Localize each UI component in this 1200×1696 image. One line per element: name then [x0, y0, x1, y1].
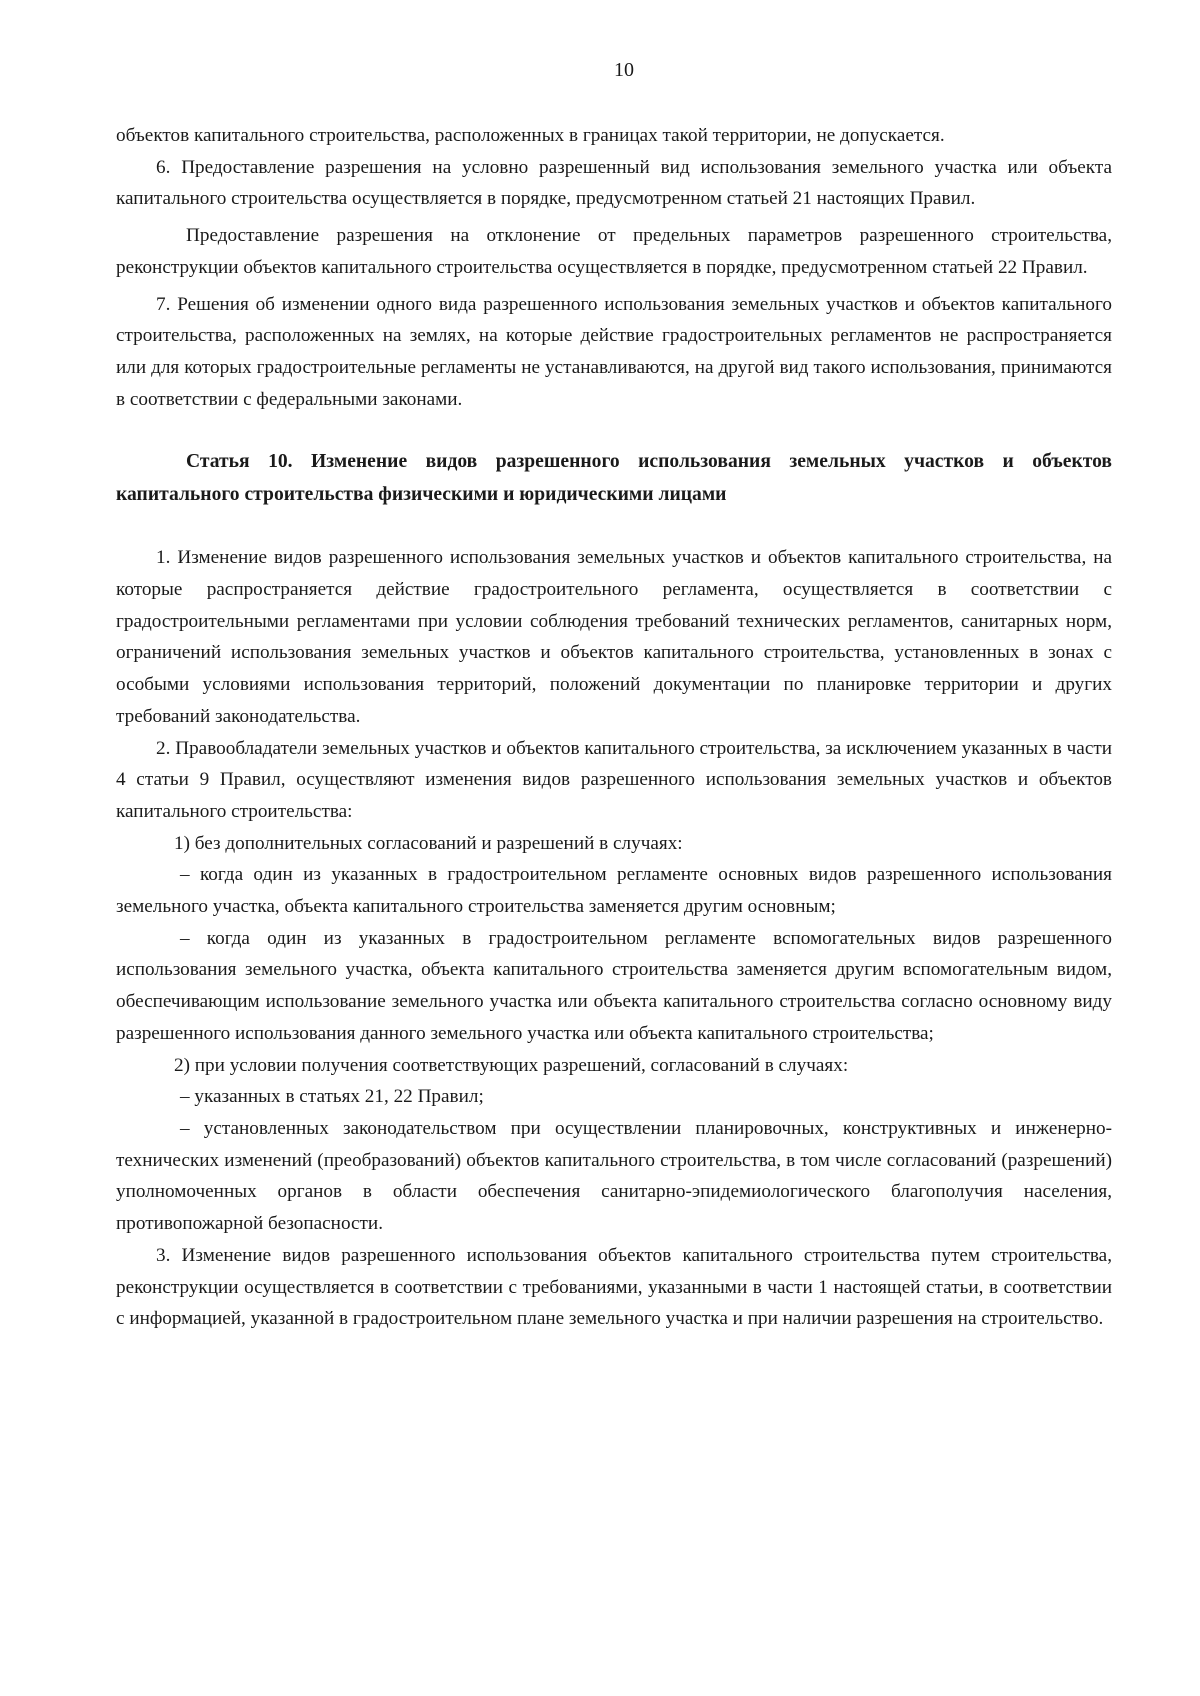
article-10-heading: Статья 10. Изменение видов разрешенного использования земельных участков и объектов капитального строительства физическими и юридическими лицами [116, 451, 1112, 506]
dash-item-articles: – указанных в статьях 21, 22 Правил; [180, 1086, 484, 1108]
paragraph-continuation: объектов капитального строительства, расположенных в границах такой территории, не допускается. [116, 125, 945, 146]
paragraph-article-item-3: 3. Изменение видов разрешенного использования объектов капитального строительства путем строительства, реконструкции осуществляется в соответствии с требованиями, указанными в части 1 настоящей статьи, в соответствии с информацией, указанной в градостроительном плане земельного участка и при наличии разрешения на строительство. [116, 1244, 1112, 1330]
paragraph-article-item-2: 2. Правообладатели земельных участков и объектов капитального строительства, за исключением указанных в части 4 статьи 9 Правил, осуществляют изменения видов разрешенного использования земельных участков и объектов капитального строительства: [116, 737, 1112, 822]
paragraph-deviation-permit: Предоставление разрешения на отклонение от предельных параметров разрешенного строительства, реконструкции объектов капитального строительства осуществляется в порядке, предусмотренном статьей 22 Правил. [116, 225, 1112, 278]
paragraph-article-item-1: 1. Изменение видов разрешенного использования земельных участков и объектов капитального строительства, на которые распространяется действие градостроительного регламента, осуществляется в соответствии с градостроительными регламентами при условии соблюдения требований технических регламентов, санитарных норм, ограничений использования земельных участков и объектов капитального строительства, установленных в зонах с особыми условиями использования территорий, положений документации по планировке территории и других требований законодательства. [116, 547, 1112, 727]
subitem-1: 1) без дополнительных согласований и разрешений в случаях: [174, 832, 683, 854]
paragraph-item-6: 6. Предоставление разрешения на условно разрешенный вид использования земельного участка или объекта капитального строительства осуществляется в порядке, предусмотренном статьей 21 настоящих Правил. [116, 156, 1112, 210]
dash-item-main-type: – когда один из указанных в градостроительном регламенте основных видов разрешенного использования земельного участка, объекта капитального строительства заменяется другим основным; [116, 864, 1112, 918]
subitem-2: 2) при условии получения соответствующих разрешений, согласований в случаях: [174, 1054, 849, 1076]
dash-item-auxiliary-type: – когда один из указанных в градостроительном регламенте вспомогательных видов разрешенного использования земельного участка, объекта капитального строительства заменяется другим вспомогательным видом, обеспечивающим использование земельного участка или объекта капитального строительства согласно основному виду разрешенного использования данного земельного участка или объекта капитального строительства; [116, 927, 1112, 1044]
page-number: 10 [614, 59, 634, 81]
dash-item-legislation: – установленных законодательством при осуществлении планировочных, конструктивных и инженерно-технических изменений (преобразований) объектов капитального строительства, в том числе согласований (разрешений) уполномоченных органов в области обеспечения санитарно-эпидемиологического благополучия населения, противопожарной безопасности. [116, 1117, 1112, 1235]
paragraph-item-7: 7. Решения об изменении одного вида разрешенного использования земельных участков и объектов капитального строительства, расположенных на землях, на которые действие градостроительных регламентов не распространяется или для которых градостроительные регламенты не устанавливаются, на другой вид такого использования, принимаются в соответствии с федеральными законами. [116, 293, 1112, 410]
